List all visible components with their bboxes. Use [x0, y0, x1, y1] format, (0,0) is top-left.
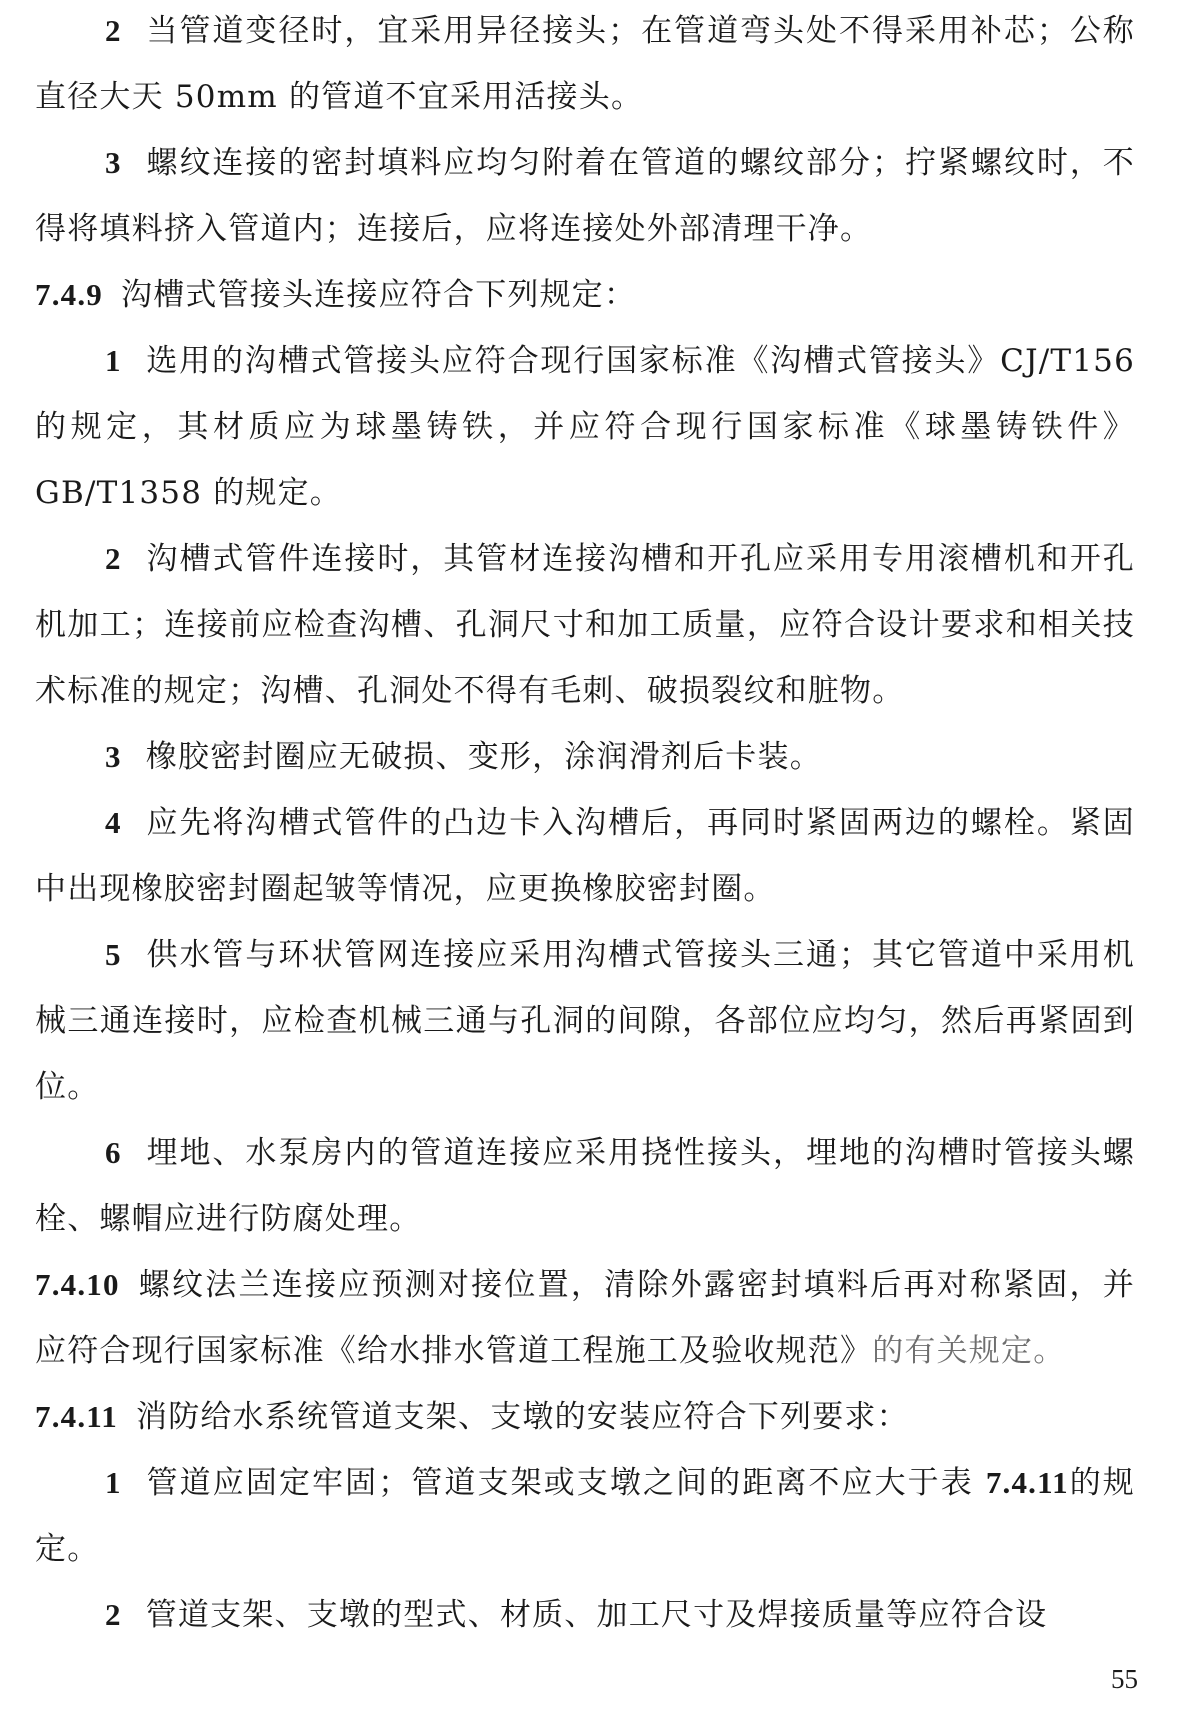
- item-text: 橡胶密封圈应无破损、变形，涂润滑剂后卡装。: [145, 739, 822, 775]
- item-paragraph: [35, 526, 1135, 724]
- clause-text-tail: 的有关规定。: [872, 1333, 1066, 1369]
- item-text: 管道支架、支墩的型式、材质、加工尺寸及焊接质量等应符合设: [145, 1597, 1048, 1633]
- item-text: 埋地、水泵房内的管道连接应采用挠性接头，埋地的沟槽时管接头螺栓、螺帽应进行防腐处理。: [35, 1135, 1135, 1237]
- document-page: [35, 0, 1135, 1648]
- item-text: 管道应固定牢固；管道支架或支墩之间的距离不应大于表: [145, 1465, 974, 1501]
- clause-paragraph: [35, 262, 1135, 328]
- item-number: 3: [105, 145, 122, 180]
- item-text: 选用的沟槽式管接头应符合现行国家标准《沟槽式管接头》CJ/T156 的规定，其材质应为球墨铸铁，并应符合现行国家标准《球墨铸铁件》GB/T1358 的规定。: [35, 343, 1135, 511]
- item-number: 2: [105, 1597, 122, 1632]
- item-paragraph: [35, 0, 1135, 130]
- item-number: 4: [105, 805, 122, 840]
- item-number: 1: [105, 1465, 122, 1500]
- table-reference: 7.4.11: [985, 1465, 1069, 1500]
- item-paragraph: [35, 328, 1135, 526]
- item-number: 2: [105, 13, 122, 48]
- clause-number: 7.4.10: [35, 1267, 120, 1302]
- item-paragraph: [35, 1120, 1135, 1252]
- clause-paragraph: [35, 1384, 1135, 1450]
- clause-text: 螺纹法兰连接应预测对接位置，清除外露密封填料后再对称紧固，并应符合现行国家标准《给水排水管道工程施工及验收规范》: [35, 1267, 1135, 1369]
- clause-paragraph: [35, 1252, 1135, 1384]
- item-paragraph: [35, 724, 1135, 790]
- item-text: 沟槽式管件连接时，其管材连接沟槽和开孔应采用专用滚槽机和开孔机加工；连接前应检查沟槽、孔洞尺寸和加工质量，应符合设计要求和相关技术标准的规定；沟槽、孔洞处不得有毛刺、破损裂纹和脏物。: [35, 541, 1135, 709]
- page-number: 55: [1111, 1664, 1138, 1694]
- item-paragraph: [35, 1582, 1135, 1648]
- item-paragraph: [35, 922, 1135, 1120]
- item-text-tail: 的规定。: [35, 1465, 1135, 1567]
- item-text: 当管道变径时，宜采用异径接头；在管道弯头处不得采用补芯；公称直径大天 50mm 的管道不宜采用活接头。: [35, 13, 1135, 115]
- clause-number: 7.4.11: [35, 1399, 118, 1434]
- item-text: 供水管与环状管网连接应采用沟槽式管接头三通；其它管道中采用机械三通连接时，应检查机械三通与孔洞的间隙，各部位应均匀，然后再紧固到位。: [35, 937, 1135, 1105]
- clause-number: 7.4.9: [35, 277, 103, 312]
- item-number: 1: [105, 343, 122, 378]
- clause-text: 沟槽式管接头连接应符合下列规定：: [121, 277, 637, 313]
- item-paragraph: [35, 790, 1135, 922]
- clause-text: 消防给水系统管道支架、支墩的安装应符合下列要求：: [136, 1399, 909, 1435]
- item-number: 6: [105, 1135, 122, 1170]
- item-paragraph: [35, 130, 1135, 262]
- item-number: 3: [105, 739, 122, 774]
- item-number: 5: [105, 937, 122, 972]
- item-text: 应先将沟槽式管件的凸边卡入沟槽后，再同时紧固两边的螺栓。紧固中出现橡胶密封圈起皱等情况，应更换橡胶密封圈。: [35, 805, 1135, 907]
- item-text: 螺纹连接的密封填料应均匀附着在管道的螺纹部分；拧紧螺纹时，不得将填料挤入管道内；连接后，应将连接处外部清理干净。: [35, 145, 1135, 247]
- item-paragraph: [35, 1450, 1135, 1582]
- item-number: 2: [105, 541, 122, 576]
